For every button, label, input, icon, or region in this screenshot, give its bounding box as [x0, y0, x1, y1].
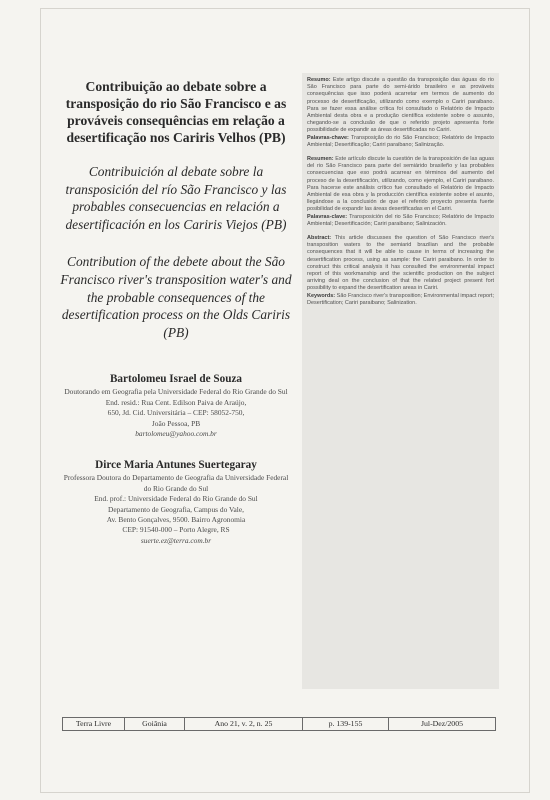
resumen-label: Resumen:: [307, 156, 334, 163]
title-english: Contribution of the debete about the São Francisco river's transposition water's and the probable consequences of the desertification process on the Olds Cariris (PB): [60, 254, 292, 340]
author-address: João Pessoa, PB: [151, 418, 201, 428]
author-address: End. prof.: Universidade Federal do Rio Grande do Sul: [94, 494, 258, 504]
resumen-body: Este artículo discute la cuestión de la transposición de las aguas del rio São Francisco para parte del semiárido brasileño y las probables consecuencias que eso podrá acarrear en términos del aumento del proceso de la desertificación, utilizando, como ejemplo, el Cariri paraibano. Para hacerse este análisis crítico fue consultado el Relatório de Impacto Ambiental de esa obra y la producción científica existente sobre el asunto, llegándose a la conclusión de que el referido proyecto presenta fuerte posibilidad de expandir las áreas desertificadas en el Cariri.: [307, 156, 494, 213]
abstract-block: [307, 235, 494, 307]
abstract-text: [307, 235, 494, 293]
author-email: suerte.ez@terra.com.br: [140, 535, 212, 545]
footer-date: Jul-Dez/2005: [420, 719, 463, 728]
abstracts-column: [302, 73, 499, 689]
keywords-text: São Francisco river's transposition; Environmental impact report; Desertification; Cariri paraibano; Salinization.: [307, 292, 494, 306]
author-address: Departamento de Geografia, Campus do Vale,: [108, 504, 244, 514]
author-affiliation: Professora Doutora do Departamento de Geografia da Universidade Federal do Rio Grande do Sul: [63, 473, 289, 493]
author-1: [60, 372, 292, 439]
resumo-block: [307, 77, 494, 149]
resumen-keywords: [307, 214, 494, 228]
keywords-text: Transposición del rio São Francisco; Relatório de Impacto Ambiental; Desertificación; Cariri paraibano; Salinización.: [307, 213, 495, 227]
abstract-keywords: [307, 293, 494, 307]
author-name: Dirce Maria Antunes Suertegaray: [95, 459, 257, 472]
keywords-text: Transposição do rio São Francisco; Relatório de Impacto Ambiental; Desertificação; Cariri paraibano; Salinização.: [307, 134, 494, 148]
author-name: Bartolomeu Israel de Souza: [109, 373, 243, 386]
resumo-text: [307, 77, 494, 135]
author-address: End. resid.: Rua Cent. Edilson Paiva de Araújo,: [105, 397, 247, 407]
title-portuguese: Contribuição ao debate sobre a transposição do rio São Francisco e as prováveis consequências em relação a desertificação nos Cariris Velhos (PB): [65, 79, 287, 145]
resumen-text: [307, 156, 494, 214]
keywords-label: Palavras-chave:: [307, 134, 349, 141]
author-address: 650, Jd. Cid. Universitária – CEP: 58052-750,: [107, 408, 245, 418]
resumo-label: Resumo:: [307, 77, 331, 83]
abstract-label: Abstract:: [307, 235, 332, 242]
footer-volume: Ano 21, v. 2, n. 25: [185, 718, 303, 730]
footer-journal: Terra Livre: [63, 718, 125, 730]
author-email: bartolomeu@yahoo.com.br: [135, 428, 217, 438]
title-spanish: Contribuición al debate sobre la transposición del río São Francisco y las probables consecuencias en relación a desertificación en los Cariris Viejos (PB): [65, 164, 287, 232]
keywords-label: Keywords:: [307, 292, 336, 299]
citation-footer: [62, 717, 496, 731]
author-address: CEP: 91540-000 – Porto Alegre, RS: [122, 525, 230, 535]
resumo-keywords: [307, 135, 494, 149]
keywords-label: Palavras-clave:: [307, 213, 348, 220]
resumo-body: Este artigo discute a questão da transposição das águas do rio São Francisco para parte do semi-árido brasileiro e as prováveis consequências que isso poderá acarretar em termos de aumento do processo de desertificação, utilizando como exemplo o Cariri paraibano. Para se fazer essa análise crítica foi consultado o Relatório de Impacto Ambiental desta obra e a produção científica existente sobre o assunto, chegando-se a conclusão de que o referido projeto apresenta forte possibilidade de expandir as áreas desertificadas no Cariri.: [307, 77, 494, 134]
footer-city: Goiânia: [125, 718, 185, 730]
abstract-body: This article discusses the question of São Francisco river's transposition waters to the semiarid brazilian and the probable consequences that it will be able to cause in terms of increasing the desertification process, using as sample: the Cariri paraibano. In order to construct this critical analysis it has consulted the environmental impact report of this workmanship and the scientific production on the subject arriving deal on the conclusion of that the related project present fort possibility to expand the desertification areas in Cariri.: [307, 235, 494, 292]
author-2: [60, 458, 292, 546]
footer-pages: p. 139-155: [303, 718, 389, 730]
author-address: Av. Bento Gonçalves, 9500. Bairro Agronomia: [106, 515, 246, 524]
title-author-column: [60, 78, 292, 546]
author-affiliation: Doutorando em Geografia pela Universidade Federal do Rio Grande do Sul: [64, 387, 288, 397]
resumen-block: [307, 156, 494, 228]
